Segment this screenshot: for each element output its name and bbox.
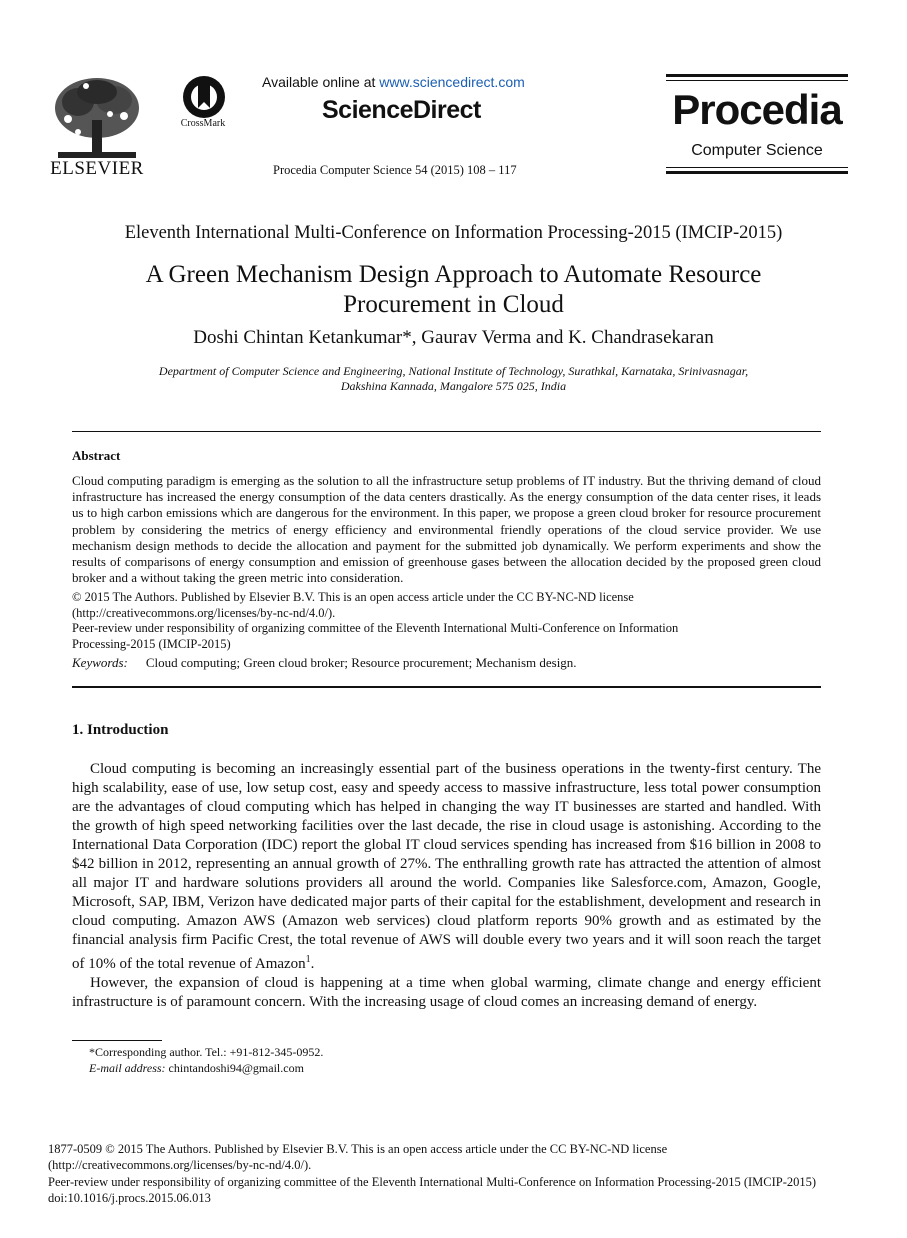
introduction-paragraph-1 bbox=[72, 760, 821, 974]
email-note bbox=[89, 1061, 304, 1076]
procedia-wordmark: Procedia bbox=[672, 86, 842, 133]
introduction-body bbox=[72, 760, 821, 1012]
license-line1: © 2015 The Authors. Published by Elsevier B.V. This is an open access article under the CC BY-NC-ND license bbox=[72, 590, 634, 604]
journal-citation: Procedia Computer Science 54 (2015) 108 – 117 bbox=[273, 163, 517, 177]
procedia-top-rule-thin bbox=[666, 80, 848, 81]
procedia-top-rule bbox=[666, 74, 848, 77]
affiliation bbox=[100, 364, 807, 394]
footer-doi[interactable]: doi:10.1016/j.procs.2015.06.013 bbox=[48, 1190, 211, 1205]
introduction-paragraph-2: However, the expansion of cloud is happening at a time when global warming, climate change and energy efficient infrastructure is of paramount concern. With the increasing usage of cloud comes an increasing demand of energy. bbox=[72, 975, 821, 1010]
paper-title-line2: Procurement in Cloud bbox=[343, 291, 564, 318]
procedia-logo bbox=[666, 74, 848, 174]
peer-review-line2: Processing-2015 (IMCIP-2015) bbox=[72, 636, 231, 651]
footer-peer-review: Peer-review under responsibility of organizing committee of the Eleventh International Multi-Conference on Information Processing-2015 (IMCIP-2015) bbox=[48, 1174, 817, 1189]
peer-review-line1: Peer-review under responsibility of organizing committee of the Eleventh International Multi-Conference on Information bbox=[72, 621, 679, 635]
section-heading-introduction: 1. Introduction bbox=[72, 722, 169, 738]
license-line2[interactable]: (http://creativecommons.org/licenses/by-nc-nd/4.0/). bbox=[72, 605, 336, 620]
affiliation-line2: Dakshina Kannada, Mangalore 575 025, India bbox=[340, 379, 567, 393]
sciencedirect-wordmark: ScienceDirect bbox=[322, 96, 481, 124]
email-address[interactable]: chintandoshi94@gmail.com bbox=[168, 1061, 304, 1075]
keywords-value: Cloud computing; Green cloud broker; Resource procurement; Mechanism design. bbox=[145, 655, 577, 670]
email-label: E-mail address: bbox=[89, 1061, 166, 1075]
keywords-label: Keywords: bbox=[72, 655, 128, 670]
procedia-subtitle: Computer Science bbox=[691, 142, 823, 159]
abstract-license bbox=[72, 590, 821, 652]
keywords-line bbox=[72, 655, 577, 671]
procedia-bottom-rule bbox=[666, 171, 848, 174]
paper-title-line1: A Green Mechanism Design Approach to Automate Resource bbox=[145, 261, 762, 288]
para1-text: Cloud computing is becoming an increasingly essential part of the business operations in the twenty-first century. The high scalability, ease of use, low setup cost, easy and speedy access to massive infrastructure, less total power consumption are the advantages of cloud computing which has helped in changing the way IT businesses are started and handled. With the growth of high speed networking facilities over the last decade, the rise in cloud usage is astonishing. According to the International Data Corporation (IDC) report the global IT cloud services spending has increased from $16 billion in 2008 to $42 billion in 2012, representing an annual growth of 27%. The enthralling growth rate has attracted the attention of almost all major IT and hardware solutions providers all around the world. Companies like Salesforce.com, Amazon, Google, Microsoft, SAP, IBM, Verizon have dedicated major parts of their capital for the establishment, development and research in cloud computing. Amazon AWS (Amazon web services) cloud platform reports 90% growth and as estimated by the financial analysis firm Pacific Crest, the total revenue of AWS will double every two years and it will soon reach the target of 10% of the total revenue of Amazon bbox=[72, 761, 821, 972]
footer-license-link[interactable]: (http://creativecommons.org/licenses/by-nc-nd/4.0/). bbox=[48, 1158, 312, 1173]
corresponding-author-note: *Corresponding author. Tel.: +91-812-345-0952. bbox=[89, 1045, 324, 1059]
page-footer bbox=[48, 1141, 868, 1206]
available-prefix: Available online at bbox=[262, 74, 380, 90]
abstract-text: Cloud computing paradigm is emerging as the solution to all the infrastructure setup problems of IT industry. But the thriving demand of cloud infrastructure has increased the energy consumption of the data centers drastically. As the energy consumption of the data center rises, it leads us to high carbon emissions which are dangerous for the environment. In this paper, we propose a green cloud broker for resource procurement problem by considering the metrics of energy efficiency and environmental friendly operations of the cloud service provider. We use mechanism design methods to decide the allocation and payment for the submitted job dynamically. We perform experiments and show the results of comparisons of energy consumption and emission of greenhouse gases between the allocation decided by the proposed green cloud broker and a without taking the green metric into consideration. bbox=[72, 473, 821, 586]
author-list: Doshi Chintan Ketankumar*, Gaurav Verma and K. Chandrasekaran bbox=[193, 327, 714, 348]
procedia-bottom-rule-thin bbox=[666, 167, 848, 168]
footnote-rule bbox=[72, 1040, 162, 1041]
conference-name: Eleventh International Multi-Conference on Information Processing-2015 (IMCIP-2015) bbox=[124, 223, 783, 243]
affiliation-line1: Department of Computer Science and Engineering, National Institute of Technology, Surathkal, Karnataka, Srinivasnagar, bbox=[158, 364, 749, 378]
abstract-heading: Abstract bbox=[72, 448, 121, 463]
paper-title bbox=[60, 260, 847, 320]
crossmark-label: CrossMark bbox=[180, 118, 226, 129]
abstract-bottom-rule bbox=[72, 686, 821, 688]
abstract-top-rule bbox=[72, 431, 821, 432]
available-online-line bbox=[262, 74, 525, 90]
elsevier-wordmark: ELSEVIER bbox=[50, 158, 144, 179]
footer-line1: 1877-0509 © 2015 The Authors. Published by Elsevier B.V. This is an open access article under the CC BY-NC-ND license bbox=[48, 1142, 668, 1156]
sciencedirect-link[interactable]: www.sciencedirect.com bbox=[379, 74, 525, 90]
footnote-ref-1[interactable]: 1 bbox=[305, 954, 311, 965]
para1-end: . bbox=[310, 956, 315, 972]
